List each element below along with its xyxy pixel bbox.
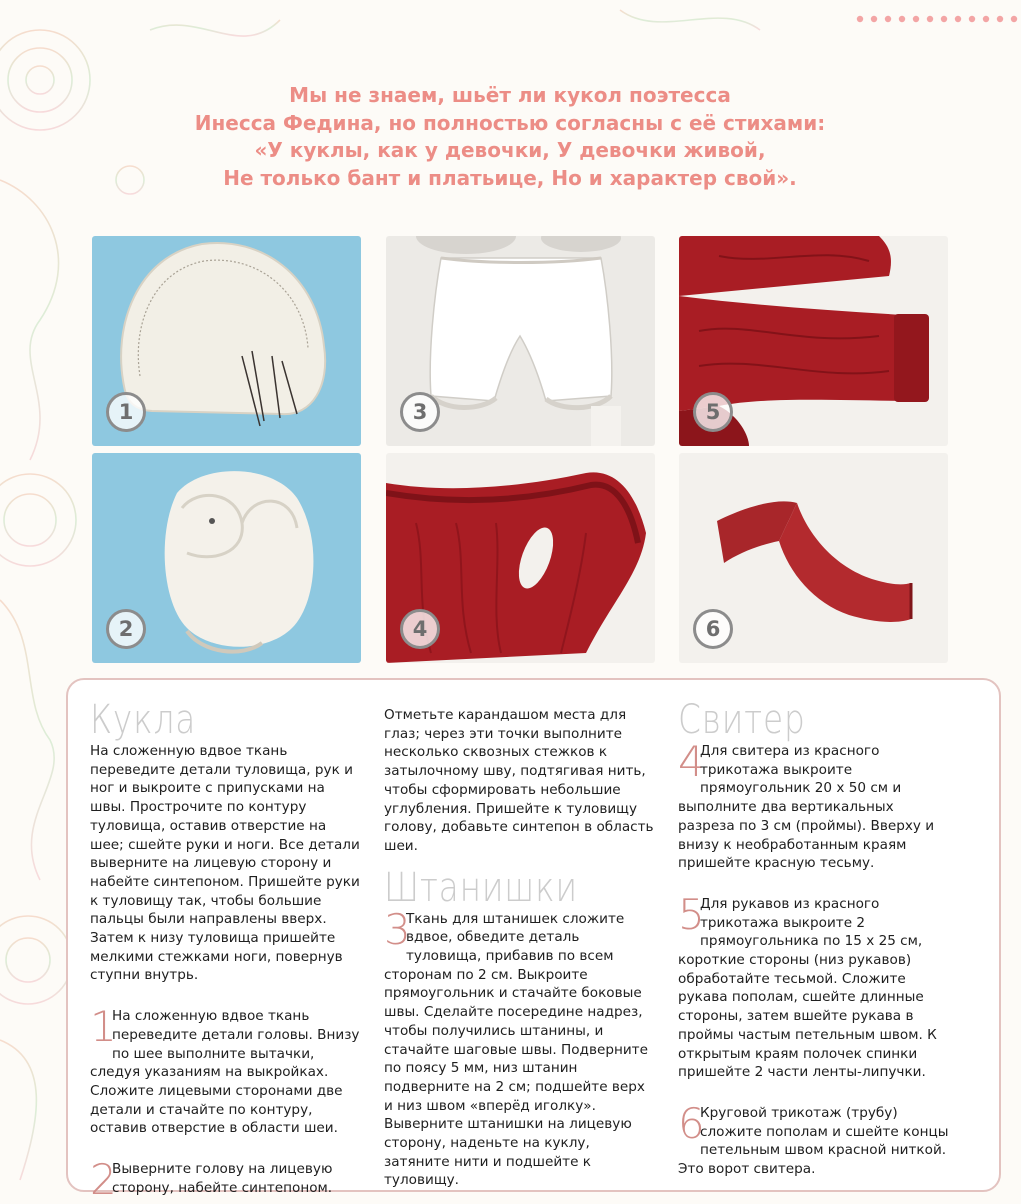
step-number: 1 — [90, 1002, 117, 1052]
step-number: 6 — [678, 1098, 705, 1148]
step-4 — [678, 737, 953, 873]
column-sweater — [678, 697, 953, 1179]
step-2-text: Выверните голову на лицевую сторону, набейте синтепоном. — [112, 1161, 333, 1196]
step-1-text: На сложенную вдвое ткань переведите детали головы. Внизу по шее выполните вытачки, следуя указаниям на выкройках. Сложите лицевыми сторонами две детали и стачайте по контуру, оставив отверстие в области шеи. — [90, 1008, 360, 1137]
photo-1-head-pattern — [92, 236, 361, 446]
step-5-text: Для рукавов из красного трикотажа выкроите 2 прямоугольника по 15 х 25 см, короткие стороны (низ рукавов) обработайте тесьмой. Сложите рукава пополам, сшейте длинные стороны, затем вшейте рукава в проймы частым петельным швом. К открытым краям полочек спинки пришейте 2 части ленты-липучки. — [678, 895, 937, 1081]
photo-3-pants — [386, 236, 655, 446]
photo-4-sweater-body — [386, 453, 655, 663]
doll-continued-text: Отметьте карандашом места для глаз; через эти точки выполните несколько сквозных стежков к затылочному шву, подтягивая нить, чтобы сформировать небольшие углубления. Пришейте к туловищу голову, добавьте синтепон в область шеи. — [384, 707, 654, 854]
step-6 — [678, 1098, 953, 1179]
photo-number-badge: 1 — [106, 392, 146, 432]
heading-doll: Кукла — [90, 697, 197, 743]
intro-line: «У куклы, как у девочки, У девочки живой, — [254, 138, 766, 162]
doll-intro-text: На сложенную вдвое ткань переведите детали туловища, рук и ног и выкроите с припусками на швы. Прострочите по контуру туловища, оставив отверстие на шее; сшейте руки и ноги. Все детали выверните на лицевую сторону и набейте синтепоном. Пришейте руки к туловищу так, чтобы большие пальцы были направлены вверх. Затем к низу туловища пришейте мелкими стежками ноги, повернув ступни внутрь. — [90, 743, 360, 984]
intro-quote — [150, 82, 870, 192]
step-number: 4 — [678, 737, 705, 786]
step-1 — [90, 1002, 360, 1138]
photo-number-badge: 2 — [106, 609, 146, 649]
photo-number-badge: 6 — [693, 609, 733, 649]
heading-sweater: Свитер — [678, 697, 806, 743]
photo-number-badge: 4 — [400, 609, 440, 649]
intro-line: Не только бант и платьице, Но и характер свой». — [223, 165, 797, 190]
intro-line: Мы не знаем, шьёт ли кукол поэтесса — [289, 83, 731, 107]
column-doll — [90, 697, 360, 1204]
step-number: 5 — [678, 889, 705, 939]
step-2 — [90, 1155, 360, 1204]
photo-2-stuffed-head — [92, 453, 361, 663]
step-number: 2 — [90, 1155, 117, 1204]
photo-number-badge: 5 — [693, 392, 733, 432]
step-3 — [384, 904, 654, 1191]
photo-6-collar-tube — [679, 453, 948, 663]
step-5 — [678, 889, 953, 1082]
step-6-text: Круговой трикотаж (трубу) сложите пополам и сшейте концы петельным швом красной ниткой. Это ворот свитера. — [678, 1104, 949, 1178]
intro-line: Инесса Федина, но полностью согласны с её стихами: — [194, 110, 826, 135]
step-number: 3 — [384, 904, 411, 954]
photo-number-badge: 3 — [400, 392, 440, 432]
step-4-text: Для свитера из красного трикотажа выкроите прямоугольник 20 х 50 см и выполните два вертикальных разреза по 3 см (проймы). Вверху и внизу к необработанным краям пришейте красную тесьму. — [678, 743, 935, 872]
heading-pants: Штанишки — [384, 864, 578, 911]
column-pants — [384, 706, 654, 1190]
photo-5-sleeve — [679, 236, 948, 446]
step-3-text: Ткань для штанишек сложите вдвое, обведите деталь туловища, прибавив по всем сторонам по 2 см. Выкроите прямоугольник и стачайте боковые швы. Сделайте посередине надрез, чтобы получились штанины, и стачайте шаговые швы. Подверните по поясу 5 мм, низ штанин подверните на 2 см; подшейте верх и низ швом «вперёд иголку». Выверните штанишки на лицевую сторону, наденьте на куклу, затяните нити и подшейте к туловищу. — [384, 910, 648, 1189]
